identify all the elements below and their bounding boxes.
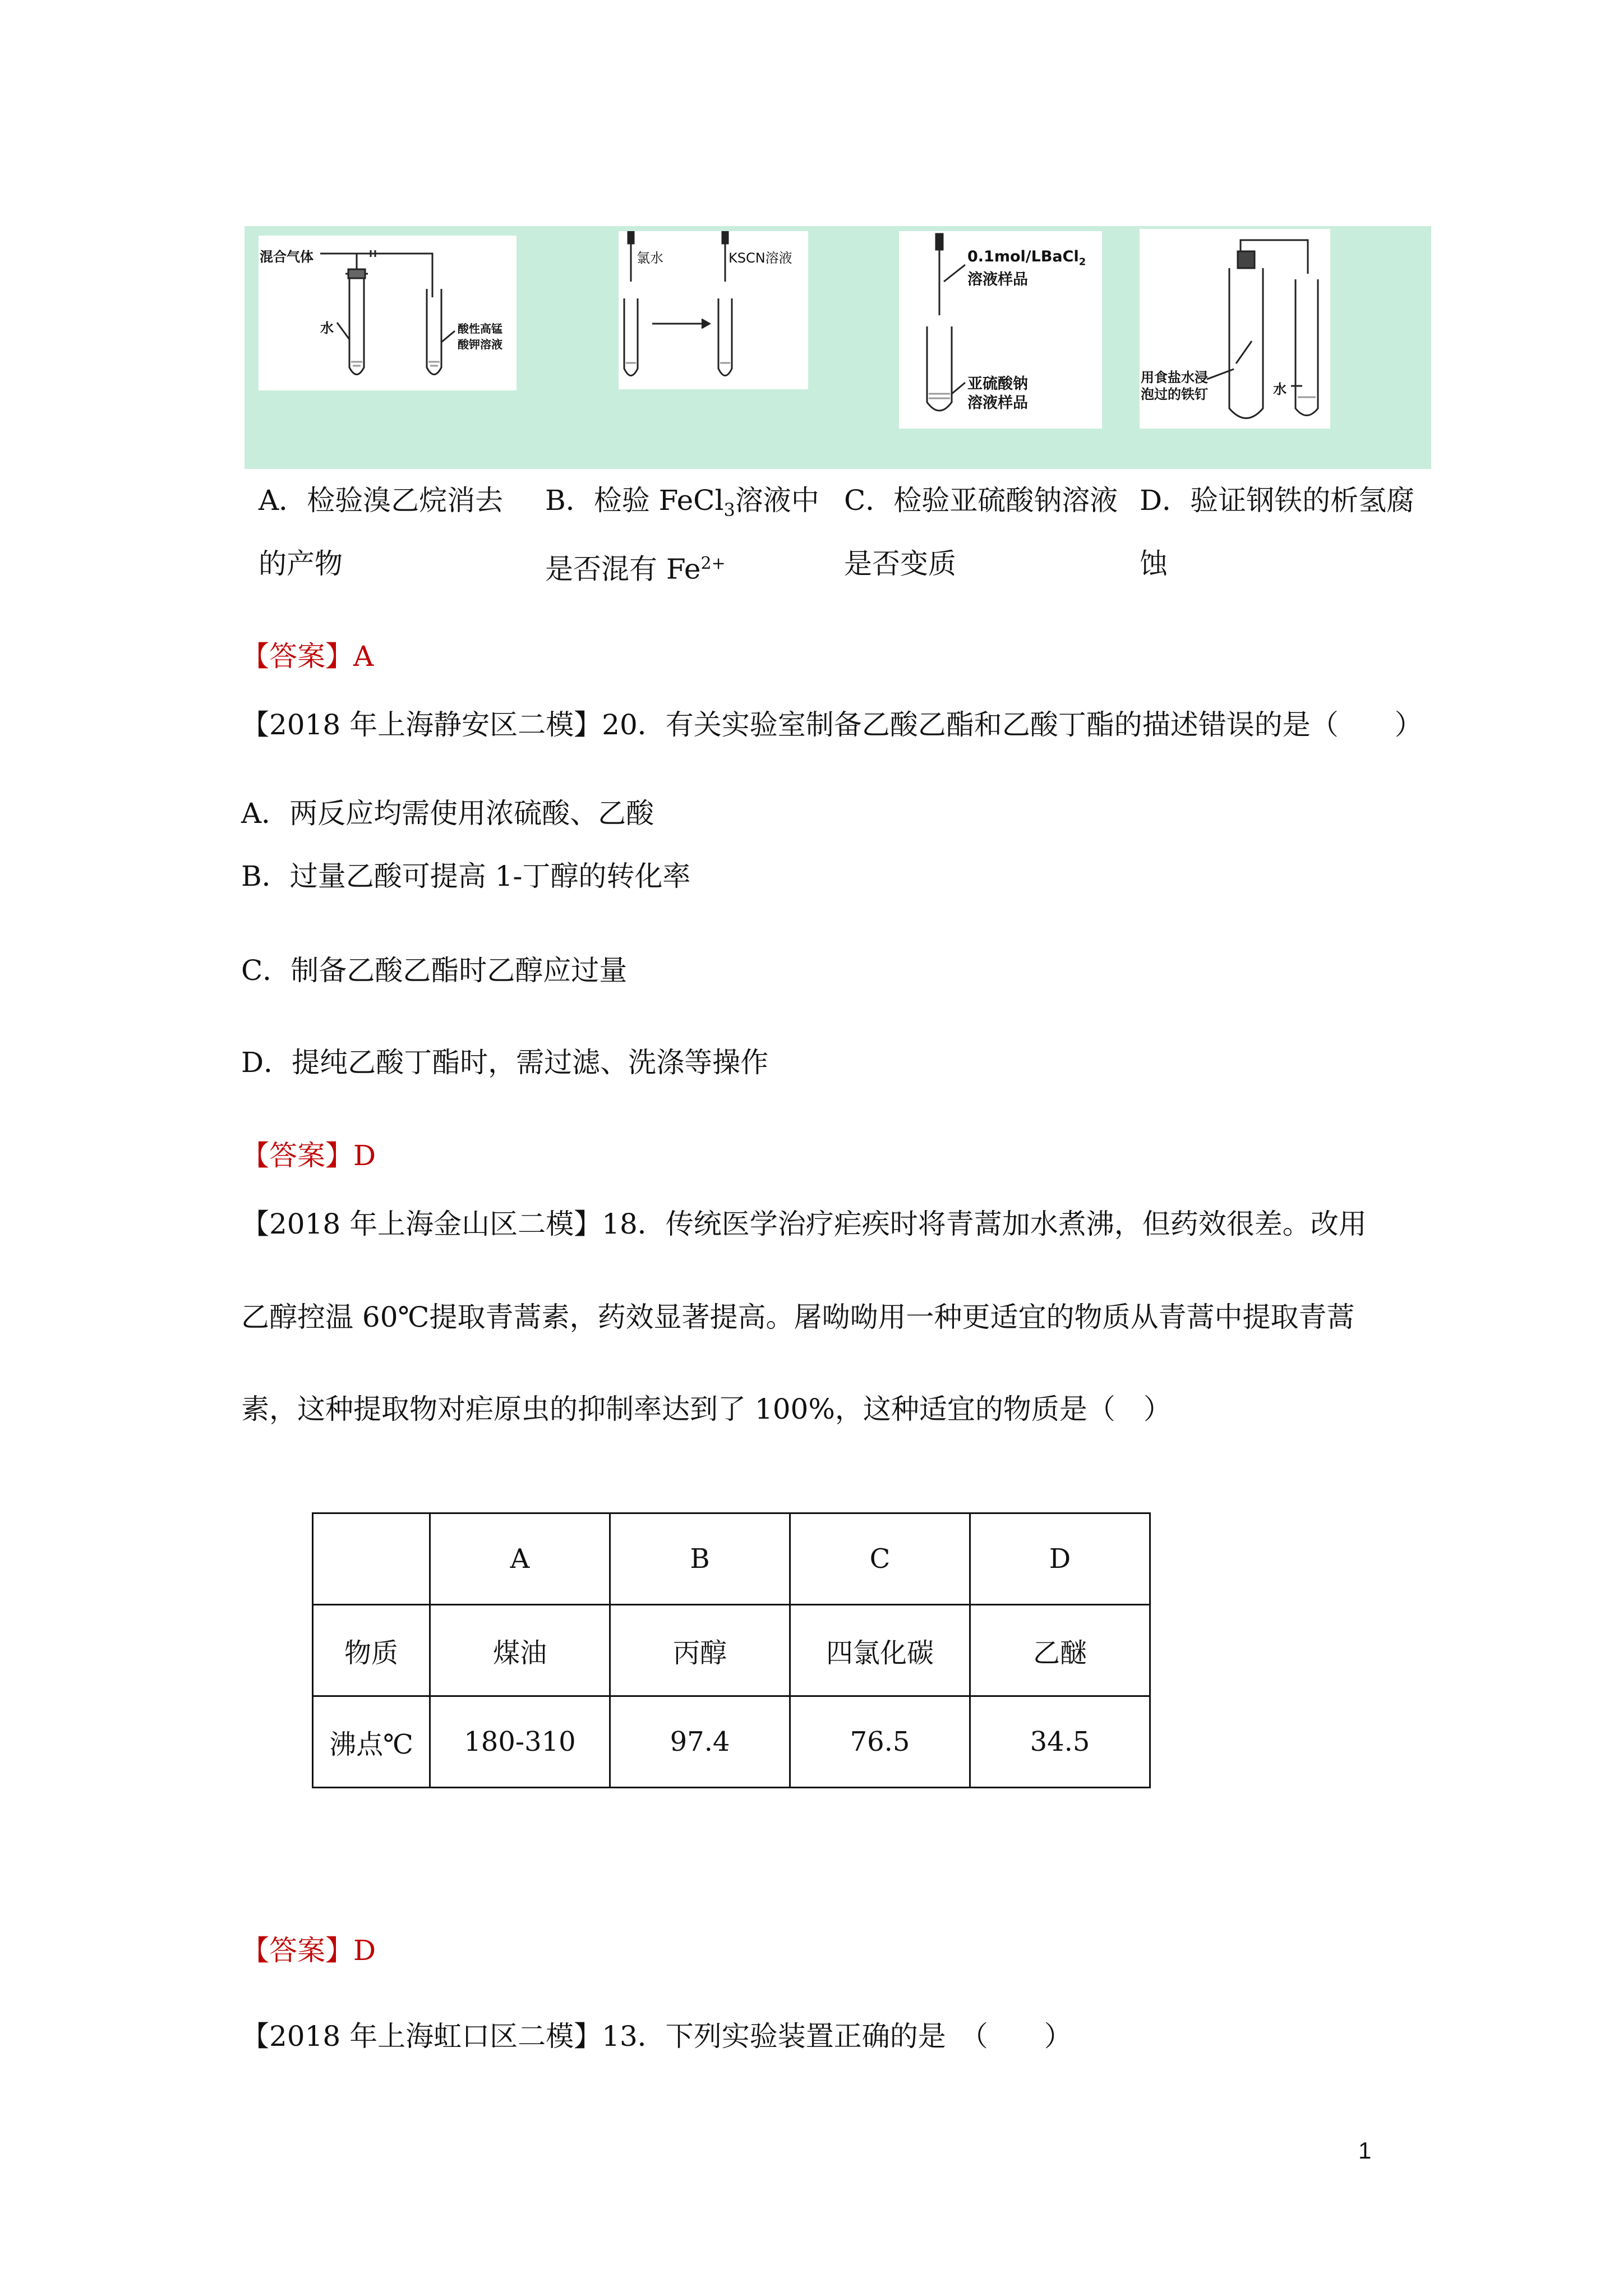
answer-1: 【答案】A bbox=[241, 640, 374, 673]
table-cell: 物质 bbox=[313, 1605, 430, 1696]
question-20-option-a: A．两反应均需使用浓硫酸、乙酸 bbox=[241, 797, 654, 830]
figure-d-nail-label-1: 用食盐水浸 bbox=[1141, 370, 1208, 385]
table-cell: D bbox=[970, 1513, 1150, 1605]
question-20-option-d: D．提纯乙酸丁酯时，需过滤、洗涤等操作 bbox=[241, 1046, 769, 1079]
table-cell: 76.5 bbox=[790, 1696, 970, 1788]
question-18-line-2: 乙醇控温 60℃提取青蒿素，药效显著提高。屠呦呦用一种更适宜的物质从青蒿中提取青蒿 bbox=[241, 1301, 1355, 1333]
question-13-stem: 【2018 年上海虹口区二模】13．下列实验装置正确的是 （ ） bbox=[241, 2020, 1072, 2053]
figure-c-sulfite-label-1: 亚硫酸钠 bbox=[967, 375, 1028, 393]
option-d-line-1: D．验证钢铁的析氢腐 bbox=[1140, 484, 1415, 517]
table-cell: 四氯化碳 bbox=[790, 1605, 970, 1696]
figure-a-apparatus bbox=[259, 236, 517, 390]
option-c-line-1: C．检验亚硫酸钠溶液 bbox=[844, 484, 1118, 517]
option-a-line-1: A．检验溴乙烷消去 bbox=[259, 484, 504, 517]
answer-2: 【答案】D bbox=[241, 1139, 376, 1172]
figure-a-kmno4-label-1: 酸性高锰 bbox=[458, 322, 502, 335]
figure-c-sulfite-label-2: 溶液样品 bbox=[967, 394, 1028, 412]
table-cell: A bbox=[430, 1513, 610, 1605]
table-row bbox=[313, 1696, 1150, 1788]
table-row bbox=[313, 1605, 1150, 1696]
figure-b bbox=[619, 231, 808, 389]
page-number: 1 bbox=[1358, 2137, 1372, 2164]
figure-b-apparatus bbox=[619, 231, 808, 389]
figure-d-nail-label-2: 泡过的铁钉 bbox=[1141, 386, 1208, 402]
table-cell: 97.4 bbox=[610, 1696, 790, 1788]
table-cell: 丙醇 bbox=[610, 1605, 790, 1696]
option-b-superscript: 2+ bbox=[700, 554, 726, 573]
table-cell: 沸点℃ bbox=[313, 1696, 430, 1788]
answer-3: 【答案】D bbox=[241, 1934, 376, 1967]
table-header-row bbox=[313, 1513, 1150, 1605]
question-20-stem: 【2018 年上海静安区二模】20．有关实验室制备乙酸乙酯和乙酸丁酯的描述错误的是（ ） bbox=[241, 708, 1423, 741]
table-cell: 180-310 bbox=[430, 1696, 610, 1788]
table-cell bbox=[313, 1513, 430, 1605]
figure-d bbox=[1140, 229, 1330, 429]
figure-b-chlorine-label: 氯水 bbox=[637, 250, 663, 266]
table-cell: B bbox=[610, 1513, 790, 1605]
question-20-option-c: C．制备乙酸乙酯时乙醇应过量 bbox=[241, 954, 628, 987]
option-b-line-2: 是否混有 $Fe^{2+}$ bbox=[545, 553, 726, 586]
figure-a-kmno4-label-2: 酸钾溶液 bbox=[458, 338, 502, 351]
table-cell: 34.5 bbox=[970, 1696, 1150, 1788]
option-d-line-2: 蚀 bbox=[1140, 547, 1168, 580]
figure-b-kscn-label: KSCN溶液 bbox=[728, 250, 792, 266]
option-b-line-1: B．检验 FeCl$_3$溶液中 bbox=[545, 484, 819, 521]
option-b-subscript: 3 bbox=[723, 499, 735, 521]
table-cell: C bbox=[790, 1513, 970, 1605]
figure-c-bacl2-label-2: 溶液样品 bbox=[967, 271, 1028, 288]
option-a-line-2: 的产物 bbox=[259, 547, 343, 580]
figure-c-bacl2-label-1: 0.1mol/LBaCl$_2$ bbox=[967, 248, 1086, 268]
option-c-line-2: 是否变质 bbox=[844, 547, 956, 580]
table-cell: 煤油 bbox=[430, 1605, 610, 1696]
figure-d-apparatus bbox=[1140, 229, 1330, 429]
question-18-line-3: 素，这种提取物对疟原虫的抑制率达到了 100%，这种适宜的物质是（ ） bbox=[241, 1393, 1172, 1425]
figure-d-water-label: 水 bbox=[1273, 381, 1287, 397]
question-18-line-1: 【2018 年上海金山区二模】18．传统医学治疗疟疾时将青蒿加水煮沸，但药效很差。改用 bbox=[241, 1208, 1367, 1240]
figure-a-gas-label: 混合气体 bbox=[260, 249, 313, 265]
figure-a-water-label: 水 bbox=[320, 320, 334, 336]
question-20-option-b: B．过量乙酸可提高 1-丁醇的转化率 bbox=[241, 860, 691, 892]
figure-c-apparatus bbox=[899, 231, 1102, 429]
table-cell: 乙醚 bbox=[970, 1605, 1150, 1696]
figure-c bbox=[899, 231, 1102, 429]
figure-a bbox=[259, 236, 517, 390]
boiling-point-table bbox=[312, 1512, 1151, 1788]
figure-c-bacl2-subscript: 2 bbox=[1078, 256, 1086, 268]
